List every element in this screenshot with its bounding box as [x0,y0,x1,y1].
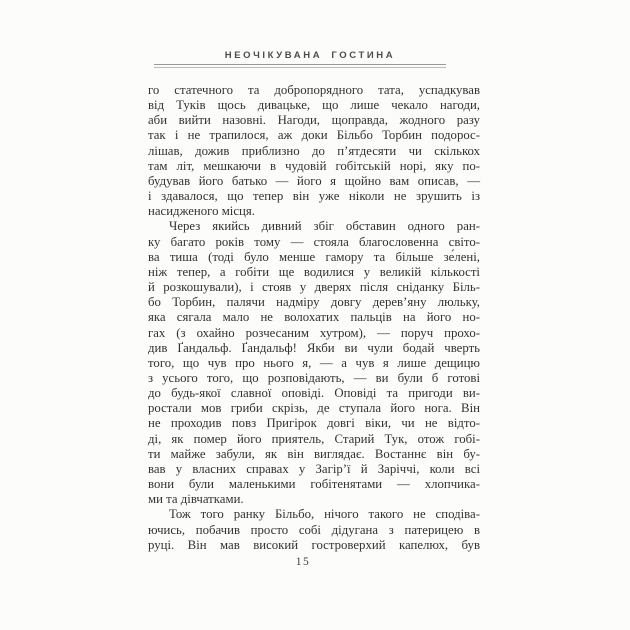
text-line: див Ґандальф. Ґандальф! Якби ви чули бодай чверть [148,340,480,355]
text-line: від Туків щось дивацьке, що лише чекало нагоди, [148,98,480,113]
text-line: з усього того, що розповідають, — ви були б готові [148,370,480,385]
text-line: аби вийти назовні. Нагоди, щоправда, жодного разу [148,113,480,128]
text-line: Через якийсь дивний збіг обставин одного ран- [169,219,480,234]
text-line: бо Торбин, палячи надміру довгу дерев’яну люльку, [148,295,480,310]
text-line: насидженого місця. [148,204,255,219]
text-line: яка сягала мало не волохатих пальців на його но- [148,310,480,325]
text-line: ва тиша (тоді було менше гамору та більше зе́лені, [148,249,480,264]
text-line: ючись, побачив просто собі дідугана з патерицею в [148,522,480,537]
text-line: того, що чув про нього я, — а чув я лише дещицю [148,355,480,370]
text-line: ростали мов гриби скрізь, де ступала його нога. Він [148,401,480,416]
page-number: 15 [295,556,311,568]
text-line: го статечного та добропорядного тата, успадкував [148,83,480,97]
text-line: Тож того ранку Більбо, нічого такого не сподіва- [169,507,480,522]
text-line: будував його батько — його я щойно вам описав, — [148,173,480,188]
text-line: лішав, дожив приблизно до п’ятдесяти чи скількох [148,143,480,158]
text-line: ніж тепер, а гобіти ще водилися у великій кількості [148,264,480,279]
text-line: руці. Він мав високий гостроверхий капелюх, був [148,537,480,552]
text-line: вони були маленькими гобітенятами — хлопчика- [148,477,480,492]
text-line: так і не трапилося, аж доки Більбо Торбин подорос- [148,128,480,143]
text-line: й розкошували), і стояв у дверях після сніданку Біль- [148,280,480,295]
text-line: ді, як помер його приятель, Старий Тук, отож гобі- [148,431,480,446]
text-line: ми та дівчатками. [148,492,244,507]
text-line: не проходив повз Пригірок довгі віки, чи не відто- [148,416,480,431]
text-line: там літ, мешкаючи в чудовій гобітській норі, яку по- [148,158,480,173]
chapter-title: НЕОЧІКУВАНА ГОСТИНА [224,50,396,61]
text-line: до будь-якої славної оповіді. Оповіді та пригоди ви- [148,386,480,401]
text-line: ти майже забули, як він виглядає. Востаннє він бу- [148,446,480,461]
text-line: вав у власних справах у Загір’ї й Заріччі, коли всі [148,461,480,476]
text-line: і здавалося, що тепер він уже ніколи не зрушить із [148,189,480,204]
text-column [148,83,480,553]
header-rule-divider [154,64,446,68]
text-line: гах (з охайно розчесаним хутром), — поруч прохо- [148,325,480,340]
text-line: ку багато років тому — стояла благословенна світо- [148,234,480,249]
